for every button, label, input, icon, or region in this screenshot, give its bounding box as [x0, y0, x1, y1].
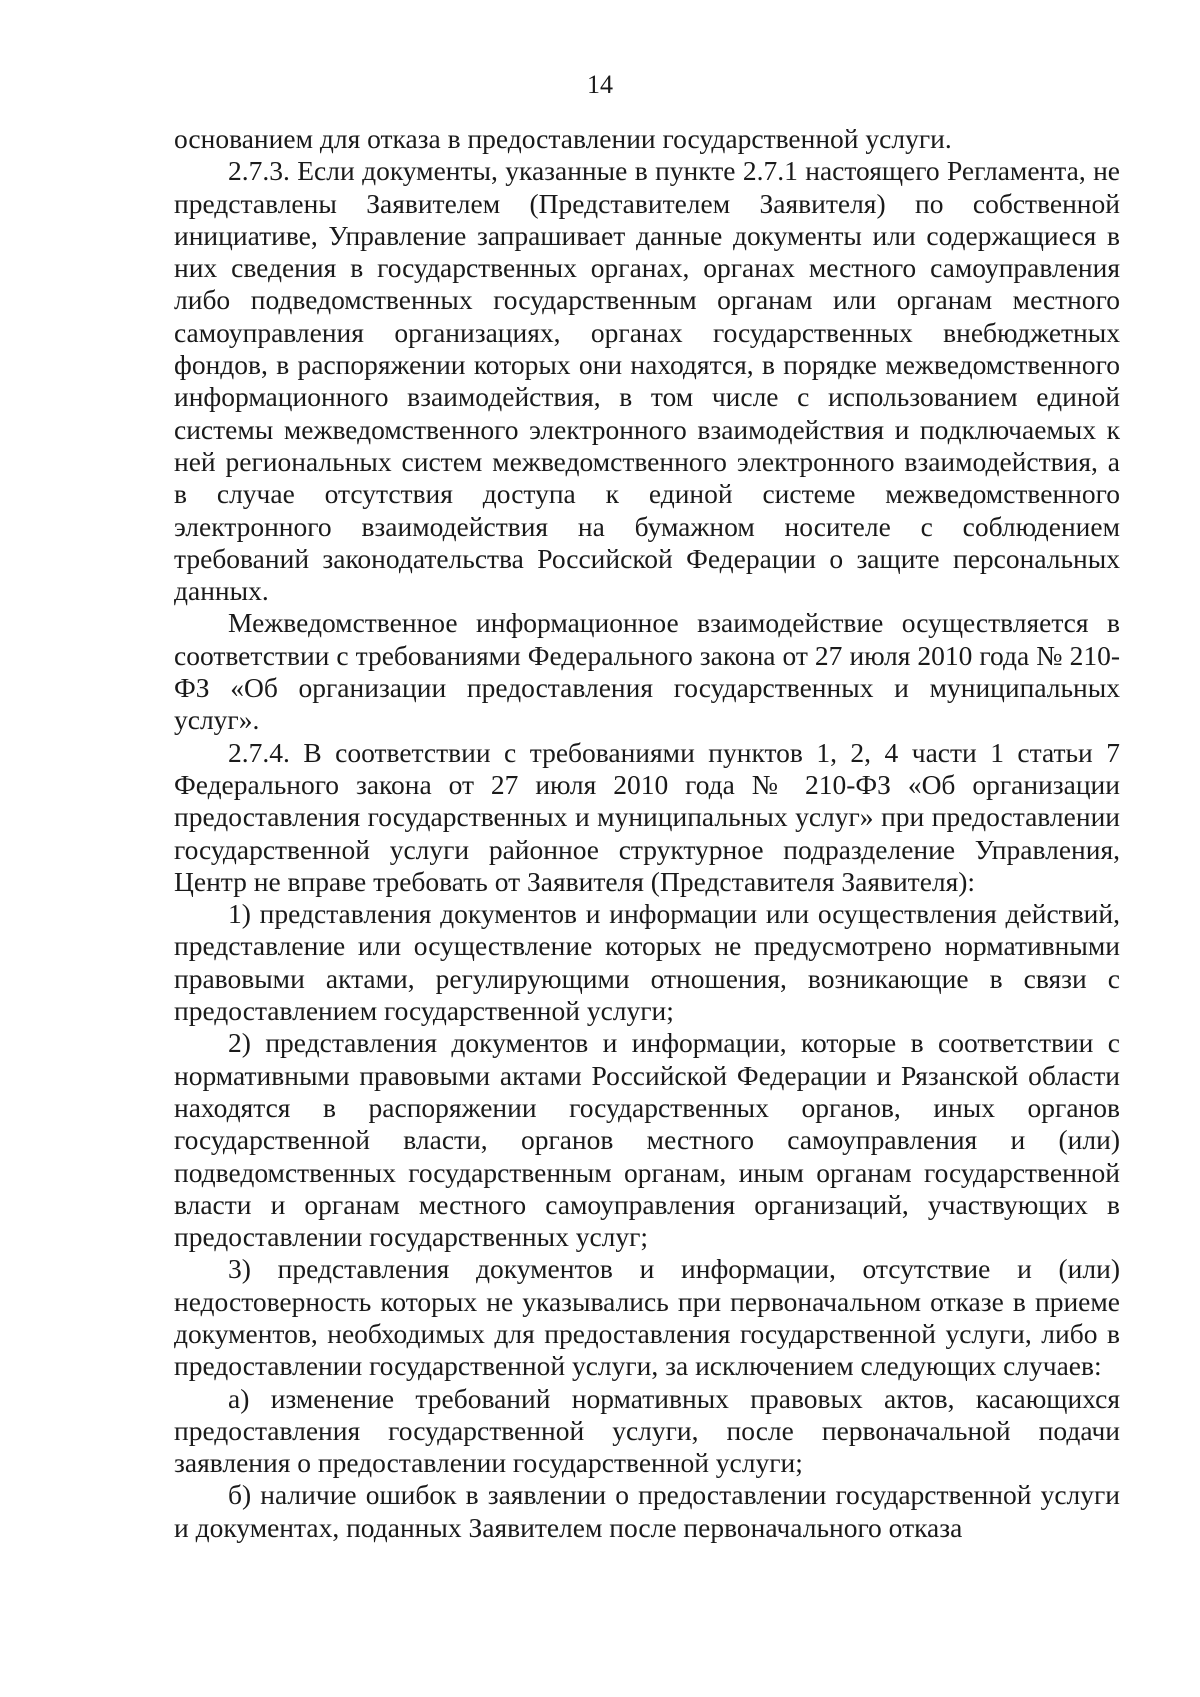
sub-item-b: б) наличие ошибок в заявлении о предоставлении государственной услуги и документах, поданных Заявителем после первоначального отказа: [174, 1479, 1120, 1543]
list-item-3: 3) представления документов и информации, отсутствие и (или) недостоверность которых не указывались при первоначальном отказе в приеме документов, необходимых для предоставления государственной услуги, либо в предоставлении государственной услуги, за исключением следующих случаев:: [174, 1253, 1120, 1382]
paragraph-2-7-4: 2.7.4. В соответствии с требованиями пунктов 1, 2, 4 части 1 статьи 7 Федерального закона от 27 июля 2010 года № 210-ФЗ «Об организации предоставления государственных и муниципальных услуг» при предоставлении государственной услуги районное структурное подразделение Управления, Центр не вправе требовать от Заявителя (Представителя Заявителя):: [174, 736, 1120, 897]
list-item-2: 2) представления документов и информации, которые в соответствии с нормативными правовыми актами Российской Федерации и Рязанской области находятся в распоряжении государственных органов, иных органов государственной власти, органов местного самоуправления и (или) подведомственных государственным органам, иным органам государственной власти и органам местного самоуправления организаций, участвующих в предоставлении государственных услуг;: [174, 1027, 1120, 1253]
page-number: 14: [587, 70, 613, 99]
paragraph-continuation: основанием для отказа в предоставлении государственной услуги.: [174, 123, 952, 154]
list-item-1: 1) представления документов и информации или осуществления действий, представление или осуществление которых не предусмотрено нормативными правовыми актами, регулирующими отношения, возникающие в связи с предоставлением государственной услуги;: [174, 898, 1120, 1027]
paragraph-interagency: Межведомственное информационное взаимодействие осуществляется в соответствии с требованиями Федерального закона от 27 июля 2010 года № 210-ФЗ «Об организации предоставления государственных и муниципальных услуг».: [174, 607, 1120, 736]
document-body: [174, 123, 1120, 1544]
sub-item-a: а) изменение требований нормативных правовых актов, касающихся предоставления государственной услуги, после первоначальной подачи заявления о предоставлении государственной услуги;: [174, 1382, 1120, 1479]
paragraph-2-7-3: 2.7.3. Если документы, указанные в пункте 2.7.1 настоящего Регламента, не представлены Заявителем (Представителем Заявителя) по собственной инициативе, Управление запрашивает данные документы или содержащиеся в них сведения в государственных органах, органах местного самоуправления либо подведомственных государственным органам или органам местного самоуправления организациях, органах государственных внебюджетных фондов, в распоряжении которых они находятся, в порядке межведомственного информационного взаимодействия, в том числе с использованием единой системы межведомственного электронного взаимодействия и подключаемых к ней региональных систем межведомственного электронного взаимодействия, а в случае отсутствия доступа к единой системе межведомственного электронного взаимодействия на бумажном носителе с соблюдением требований законодательства Российской Федерации о защите персональных данных.: [174, 155, 1120, 607]
